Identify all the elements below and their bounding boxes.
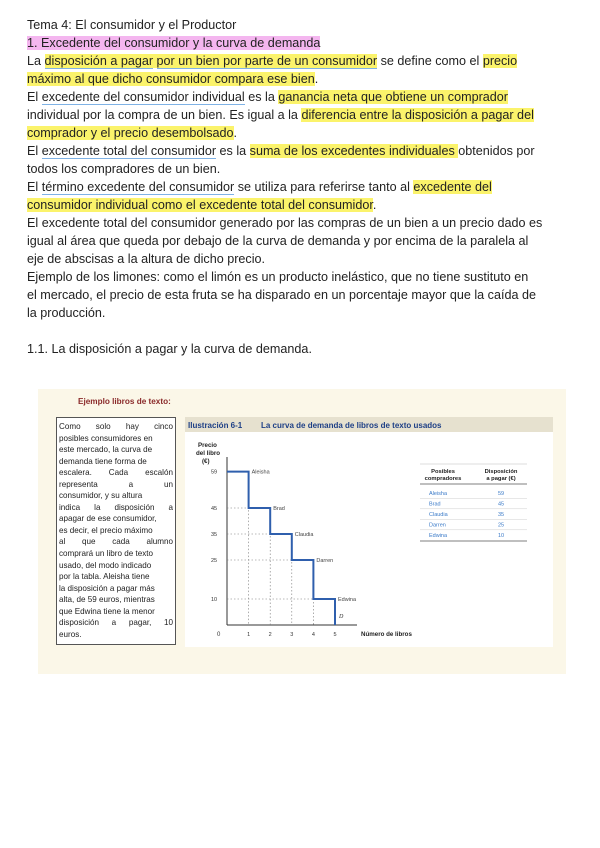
p2-l1c: es la	[244, 90, 279, 104]
step-label-edwina: Edwina	[338, 597, 357, 603]
paragraph-5-line-2: igual al área que queda por debajo de la curva de demanda y por encima de la paralela al	[27, 234, 529, 248]
paragraph-4-line-1	[27, 178, 575, 196]
section-1-title	[27, 34, 575, 52]
paragraph-2-line-1	[27, 88, 575, 106]
p3-l1d: suma de los excedentes individuales	[249, 144, 459, 158]
table-row-name: Claudia	[429, 512, 448, 518]
paragraph-6-line-2: el mercado, el precio de esta fruta se ha disparado en un porcentaje mayor que la caída de	[27, 288, 536, 302]
demand-curve-label: D	[339, 614, 344, 620]
side-text-line-2: posibles consumidores en	[59, 433, 153, 443]
side-text-line-4: demanda tiene forma de	[59, 456, 147, 466]
w: que	[82, 537, 96, 547]
side-text-line-12: comprará un libro de texto	[59, 549, 154, 559]
figure-heading: Ejemplo libros de texto:	[78, 397, 171, 406]
demand-chart	[185, 417, 553, 647]
x-axis-label: Número de libros	[361, 631, 412, 638]
table-row-value: 35	[497, 512, 505, 518]
y-tick-45: 45	[211, 506, 218, 512]
table-row-name: Aleisha	[429, 491, 448, 497]
paragraph-2-line-3	[27, 124, 575, 142]
table-header-col2-a: Disposición	[484, 469, 518, 475]
step-label-darren: Darren	[316, 558, 334, 564]
side-text-line-19: euros.	[59, 629, 82, 639]
p3-l1e: obtenidos por	[458, 144, 535, 158]
side-text-line-8	[59, 502, 173, 514]
x-origin-label: 0	[217, 632, 221, 638]
document-title: Tema 4: El consumidor y el Productor	[27, 18, 237, 32]
table-row-value: 10	[497, 533, 505, 539]
side-text-line-10: es decir, el precio máximo	[59, 525, 153, 535]
p2-l1a: El	[27, 90, 42, 104]
w: la	[94, 502, 101, 512]
w: Cada	[108, 468, 129, 478]
w: 10	[163, 618, 173, 628]
x-tick-2: 2	[268, 632, 272, 638]
side-text-line-6	[59, 479, 173, 491]
side-text-line-14: por la tabla. Aleisha tiene	[59, 572, 150, 582]
willingness-table	[420, 464, 527, 541]
p1-l1d: por un bien por parte de un consumidor	[156, 54, 378, 68]
table-header-col1-b: compradores	[424, 476, 462, 482]
side-text-line-5	[59, 467, 173, 479]
p3-l1a: El	[27, 144, 42, 158]
w: disposición	[59, 618, 100, 628]
table-row-name: Brad	[429, 501, 441, 508]
w: Como	[59, 422, 81, 431]
table-header-col2-b: a pagar (€)	[486, 476, 516, 482]
textbook-figure	[38, 389, 566, 674]
w: solo	[95, 422, 111, 431]
y-tick-35: 35	[211, 532, 218, 538]
side-text-line-1	[59, 421, 173, 433]
step-label-claudia: Claudia	[294, 532, 314, 538]
side-text-line-17: que Edwina tiene la menor	[59, 606, 155, 616]
side-text-line-15: la disposición a pagar más	[59, 583, 155, 593]
paragraph-5-line-3: eje de abscisas a la altura de dicho precio.	[27, 252, 266, 266]
w: a	[128, 479, 134, 489]
w: representa	[59, 479, 98, 489]
paragraph-6-line-3: la producción.	[27, 306, 106, 320]
text-block	[27, 16, 575, 358]
p4-l1a: El	[27, 180, 42, 194]
p3-l1b: excedente total del consumidor	[41, 144, 217, 158]
side-text-line-16: alta, de 59 euros, mientras	[59, 595, 155, 605]
w: pagar,	[128, 618, 152, 628]
side-text-line-13: usado, del modo indicado	[59, 560, 152, 570]
side-text-line-3: este mercado, la curva de	[59, 445, 153, 455]
table-row-value: 45	[497, 501, 505, 508]
table-row-name: Darren	[429, 522, 446, 529]
p4-l1c: se utiliza para referirse tanto al	[234, 180, 414, 194]
paragraph-2-line-2	[27, 106, 575, 124]
demand-chart-panel	[185, 417, 553, 647]
w: al	[59, 537, 66, 547]
paragraph-3-line-1	[27, 142, 575, 160]
side-text-line-18	[59, 617, 173, 629]
paragraph-spacer	[27, 322, 575, 340]
w: indica	[59, 502, 81, 512]
p1-l1f: precio	[482, 54, 518, 68]
p2-l3b: .	[233, 126, 238, 140]
w: alumno	[146, 537, 173, 547]
w: a	[111, 618, 117, 628]
p2-l1b: excedente del consumidor individual	[41, 90, 245, 104]
paragraph-1-line-2	[27, 70, 575, 88]
side-text-line-7: consumidor, y su altura	[59, 491, 143, 501]
w: a	[168, 502, 173, 512]
w: escalón	[145, 468, 173, 478]
chart-title: La curva de demanda de libros de texto usados	[261, 421, 442, 430]
paragraph-5-line-1: El excedente total del consumidor generado por las compras de un bien a un precio dado es	[27, 216, 543, 230]
paragraph-4-line-2	[27, 196, 575, 214]
p2-l2b: diferencia entre la disposición a pagar del	[301, 108, 534, 122]
w: disposición	[114, 502, 155, 512]
w: escalera.	[59, 468, 92, 478]
p1-l1a: La	[27, 54, 45, 68]
table-row-value: 25	[497, 522, 505, 529]
section-1-title-text: 1. Excedente del consumidor y la curva de demanda	[27, 36, 321, 50]
chart-label: Ilustración 6-1	[188, 421, 243, 430]
p2-l2: individual por la compra de un bien. Es igual a la	[27, 108, 302, 122]
table-row-value: 59	[497, 491, 505, 497]
p1-l1b: disposición a pagar	[44, 54, 154, 68]
p2-l1d: ganancia neta que obtiene un comprador	[278, 90, 509, 104]
w: hay	[125, 422, 139, 431]
table-row-name: Edwina	[429, 533, 448, 539]
y-tick-25: 25	[211, 558, 218, 564]
p2-l3a: comprador y el precio desembolsado	[27, 126, 234, 140]
p4-l2a: consumidor individual como el excedente total del consumidor	[27, 198, 373, 212]
y-tick-59: 59	[211, 469, 218, 476]
y-axis-label-3: (€)	[202, 458, 210, 465]
x-tick-5: 5	[333, 632, 337, 638]
w: cada	[112, 537, 130, 547]
section-1-1-title: 1.1. La disposición a pagar y la curva de demanda.	[27, 342, 312, 356]
p1-l1e: se define como el	[377, 54, 483, 68]
p1-l2b: .	[314, 72, 319, 86]
paragraph-1-line-1	[27, 52, 575, 70]
x-tick-1: 1	[247, 632, 251, 638]
y-axis-label-1: Precio	[198, 442, 217, 449]
table-header-col1-a: Posibles	[431, 469, 455, 475]
y-axis-label-2: del libro	[196, 450, 221, 457]
step-label-brad: Brad	[273, 506, 285, 512]
p4-l1d: excedente del	[413, 180, 492, 194]
y-tick-10: 10	[211, 597, 218, 603]
demand-curve	[227, 469, 335, 625]
w: un	[163, 479, 173, 489]
paragraph-6-line-1: Ejemplo de los limones: como el limón es un producto inelástico, que no tiene sustituto en	[27, 270, 529, 284]
x-tick-4: 4	[311, 632, 315, 638]
p1-l2a: máximo al que dicho consumidor compara ese bien	[27, 72, 315, 86]
chart-dynamic-layer	[211, 470, 357, 638]
p4-l2b: .	[372, 198, 377, 212]
figure-side-text	[56, 417, 176, 645]
paragraph-3-line-2: todos los compradores de un bien.	[27, 162, 221, 176]
x-tick-3: 3	[290, 632, 294, 638]
step-label-aleisha: Aleisha	[251, 469, 270, 476]
w: cinco	[154, 422, 173, 431]
p4-l1b: término excedente del consumidor	[41, 180, 235, 194]
p3-l1c: es la	[216, 144, 250, 158]
side-text-line-9: apagar de ese consumidor,	[59, 514, 157, 524]
side-text-line-11	[59, 536, 173, 548]
